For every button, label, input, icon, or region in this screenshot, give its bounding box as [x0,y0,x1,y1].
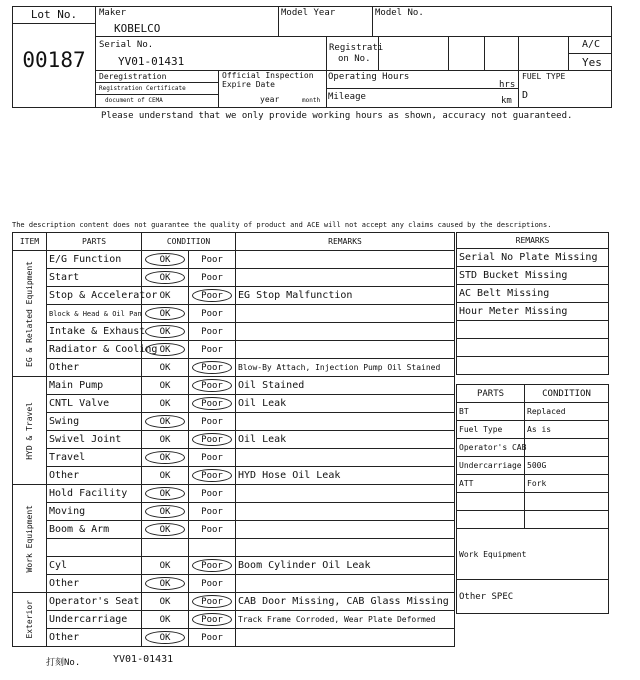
table-row [13,251,455,269]
group-label-text: Work Equipment [25,504,34,573]
poor-cell[interactable] [189,521,236,539]
poor-cell[interactable] [189,467,236,485]
fuel-type-label: FUEL TYPE [522,72,566,81]
table-row [13,341,455,359]
parts-row [457,403,609,421]
remark [236,449,455,467]
registration-no-label-2: on No. [338,54,371,64]
ok-cell[interactable] [142,377,189,395]
official-inspection-label-2: Expire Date [222,80,275,89]
ok-label: OK [159,524,171,535]
parts-row [457,511,609,529]
table-row [13,323,455,341]
parts-col-condition: CONDITION [525,385,609,403]
remark [236,503,455,521]
registration-certificate-label: Registration Certificate [99,85,186,92]
selected-circle [145,451,185,464]
remarks-row [457,339,609,357]
poor-label: Poor [201,614,223,625]
table-row [13,539,455,557]
poor-cell[interactable] [189,503,236,521]
parts-part: BT [457,403,525,421]
table-row [13,305,455,323]
operating-hours-label: Operating Hours [328,72,410,82]
remarks-item: Hour Meter Missing [457,303,609,321]
remarks-item: STD Bucket Missing [457,267,609,285]
group-label-text: EG & Related Equipment [25,260,34,367]
selected-circle [192,595,232,608]
selected-circle [192,559,232,572]
table-row [13,413,455,431]
document-of-cema-label: document of CEMA [105,97,163,104]
parts-cond: 500G [525,457,609,475]
parts-part: Fuel Type [457,421,525,439]
part-name: E/G Function [47,251,142,269]
poor-label: Poor [201,560,223,571]
parts-part: Undercarriage [457,457,525,475]
model-year-label: Model Year [281,8,336,18]
ok-label: OK [159,560,171,571]
ok-label: OK [159,254,171,265]
part-name: Stop & Accelerator [47,287,142,305]
serial-no-label: Serial No. [99,40,154,50]
selected-circle [145,505,185,518]
poor-label: Poor [201,434,223,445]
selected-circle [145,487,185,500]
table-row [13,503,455,521]
remark [236,251,455,269]
poor-label: Poor [201,398,223,409]
poor-label: Poor [201,596,223,607]
ok-label: OK [159,362,171,373]
poor-cell[interactable] [189,269,236,287]
group-label [13,593,47,647]
poor-label: Poor [201,254,223,265]
remark: Oil Leak [236,431,455,449]
other-spec-label: Other SPEC [457,580,609,614]
part-name: Cyl [47,557,142,575]
part-name: Other [47,575,142,593]
poor-label: Poor [201,362,223,373]
poor-label: Poor [201,488,223,499]
ok-cell[interactable] [142,449,189,467]
fuel-type-value: D [522,90,529,101]
official-inspection-label-1: Official Inspection [222,71,314,80]
selected-circle [145,631,185,644]
remarks-table [456,232,609,375]
parts-row [457,529,609,580]
part-name: Radiator & Cooling [47,341,142,359]
group-label-text: Exterior [25,600,34,639]
remarks-item [457,321,609,339]
remarks-row [457,249,609,267]
part-name: Swing [47,413,142,431]
ok-label: OK [159,326,171,337]
ok-label: OK [159,596,171,607]
part-name: Intake & Exhaust [47,323,142,341]
part-name: Operator's Seat [47,593,142,611]
remarks-item: Serial No Plate Missing [457,249,609,267]
parts-row [457,421,609,439]
parts-row [457,475,609,493]
ok-cell[interactable] [142,251,189,269]
ok-label: OK [159,578,171,589]
ok-cell[interactable] [142,611,189,629]
ok-label: OK [159,290,171,301]
part-name: Boom & Arm [47,521,142,539]
group-label [13,377,47,485]
col-condition: CONDITION [142,233,236,251]
month-label: month [302,97,321,104]
table-row [13,629,455,647]
ok-label: OK [159,614,171,625]
ok-cell[interactable] [142,323,189,341]
selected-circle [145,577,185,590]
selected-circle [192,289,232,302]
col-parts: PARTS [47,233,142,251]
footer-value: YV01-01431 [113,654,174,665]
col-remarks: REMARKS [236,233,455,251]
ok-cell[interactable] [142,629,189,647]
selected-circle [192,469,232,482]
ok-label: OK [159,272,171,283]
remark: HYD Hose Oil Leak [236,467,455,485]
selected-circle [192,433,232,446]
remark [236,269,455,287]
poor-label: Poor [201,506,223,517]
ok-label: OK [159,344,171,355]
ac-value: Yes [582,56,602,69]
ok-label: OK [159,470,171,481]
parts-cond [525,493,609,511]
ok-cell[interactable] [142,485,189,503]
group-label [13,485,47,593]
poor-label: Poor [201,326,223,337]
remark: EG Stop Malfunction [236,287,455,305]
table-row [13,485,455,503]
ok-cell[interactable] [142,521,189,539]
maker-label: Maker [99,8,127,18]
part-name: Swivel Joint [47,431,142,449]
footer-label: 打刻No. [46,658,81,668]
poor-cell[interactable] [189,539,236,557]
poor-cell[interactable] [189,287,236,305]
ok-cell[interactable] [142,503,189,521]
parts-row [457,439,609,457]
ok-label: OK [159,398,171,409]
selected-circle [192,397,232,410]
group-label-text: HYD & Travel [25,401,34,460]
table-row [13,377,455,395]
poor-cell[interactable] [189,557,236,575]
poor-label: Poor [201,524,223,535]
working-hours-note: Please understand that we only provide working hours as shown, accuracy not guaranteed. [101,111,573,121]
registration-no-label-1: Registrati [329,43,384,53]
ok-cell[interactable] [142,395,189,413]
ok-label: OK [159,452,171,463]
ok-cell[interactable] [142,575,189,593]
part-name: Other [47,467,142,485]
ok-cell[interactable] [142,305,189,323]
poor-label: Poor [201,272,223,283]
ok-cell[interactable] [142,341,189,359]
work-equipment-label: Work Equipment [457,529,609,580]
ok-label: OK [159,416,171,427]
maker-value: KOBELCO [114,22,161,35]
inspection-table [12,232,455,647]
parts-row [457,457,609,475]
selected-circle [192,361,232,374]
selected-circle [145,415,185,428]
selected-circle [192,613,232,626]
remarks-row [457,303,609,321]
parts-row [457,580,609,614]
remark [236,485,455,503]
lot-no-value: 00187 [22,48,86,72]
selected-circle [145,325,185,338]
parts-cond: Replaced [525,403,609,421]
part-name: Hold Facility [47,485,142,503]
remark: Blow-By Attach, Injection Pump Oil Stained [236,359,455,377]
ok-cell[interactable] [142,431,189,449]
model-no-label: Model No. [375,8,424,18]
part-name: Moving [47,503,142,521]
remarks-item [457,357,609,375]
table-row [13,575,455,593]
remark [236,521,455,539]
part-name: Start [47,269,142,287]
remark: Oil Leak [236,395,455,413]
remarks-title: REMARKS [457,233,609,249]
table-row [13,287,455,305]
table-row [13,521,455,539]
ok-cell[interactable] [142,269,189,287]
ok-label: OK [159,632,171,643]
deregistration-label: Deregistration [99,72,167,81]
parts-cond: Fork [525,475,609,493]
remarks-item: AC Belt Missing [457,285,609,303]
remark: Boom Cylinder Oil Leak [236,557,455,575]
poor-label: Poor [201,380,223,391]
part-name [47,539,142,557]
poor-cell[interactable] [189,305,236,323]
table-row [13,269,455,287]
poor-label: Poor [201,416,223,427]
selected-circle [145,271,185,284]
remarks-row [457,285,609,303]
part-name: Travel [47,449,142,467]
part-name: Main Pump [47,377,142,395]
remarks-row [457,357,609,375]
table-row [13,557,455,575]
ok-cell[interactable] [142,359,189,377]
poor-cell[interactable] [189,413,236,431]
parts-part: ATT [457,475,525,493]
remarks-item [457,339,609,357]
selected-circle [145,343,185,356]
ok-cell[interactable] [142,539,189,557]
parts-part [457,511,525,529]
poor-cell[interactable] [189,323,236,341]
hrs-unit: hrs [499,80,516,90]
poor-cell[interactable] [189,611,236,629]
poor-cell[interactable] [189,431,236,449]
parts-cond: As is [525,421,609,439]
ok-label: OK [159,506,171,517]
selected-circle [145,307,185,320]
disclaimer: The description content does not guarantee the quality of product and ACE will not accept any claims caused by the descriptions. [12,221,552,229]
remark [236,629,455,647]
parts-cond [525,439,609,457]
table-row [13,431,455,449]
poor-cell[interactable] [189,485,236,503]
ok-cell[interactable] [142,413,189,431]
part-name: Other [47,629,142,647]
poor-label: Poor [201,452,223,463]
parts-row [457,493,609,511]
poor-cell[interactable] [189,593,236,611]
poor-cell[interactable] [189,341,236,359]
remark: Oil Stained [236,377,455,395]
parts-table [456,384,609,614]
table-row [13,611,455,629]
ok-cell[interactable] [142,557,189,575]
col-item: ITEM [13,233,47,251]
lot-no-label: Lot No. [30,8,78,21]
part-name: Block & Head & Oil Pan [47,305,142,323]
serial-no-value: YV01-01431 [118,55,185,68]
table-row [13,449,455,467]
poor-cell[interactable] [189,575,236,593]
part-name: Other [47,359,142,377]
mileage-label: Mileage [328,92,366,102]
group-label [13,251,47,377]
ok-label: OK [159,308,171,319]
poor-label: Poor [201,290,223,301]
remark [236,575,455,593]
ok-cell[interactable] [142,287,189,305]
ok-label: OK [159,488,171,499]
remark [236,323,455,341]
part-name: Undercarriage [47,611,142,629]
ac-label: A/C [582,39,601,50]
ok-label: OK [159,380,171,391]
parts-col-parts: PARTS [457,385,525,403]
ok-cell[interactable] [142,593,189,611]
poor-label: Poor [201,632,223,643]
ok-cell[interactable] [142,467,189,485]
remarks-row [457,267,609,285]
poor-cell[interactable] [189,629,236,647]
poor-cell[interactable] [189,251,236,269]
poor-cell[interactable] [189,377,236,395]
remark [236,305,455,323]
selected-circle [192,379,232,392]
table-row [13,593,455,611]
ok-label: OK [159,434,171,445]
remarks-row [457,321,609,339]
parts-part: Operator's CAB [457,439,525,457]
parts-part [457,493,525,511]
poor-label: Poor [201,308,223,319]
remark: CAB Door Missing, CAB Glass Missing [236,593,455,611]
km-unit: km [501,96,512,106]
poor-cell[interactable] [189,359,236,377]
remark: Track Frame Corroded, Wear Plate Deformed [236,611,455,629]
table-row [13,467,455,485]
table-row [13,395,455,413]
parts-cond [525,511,609,529]
poor-label: Poor [201,578,223,589]
remark [236,341,455,359]
remark [236,413,455,431]
part-name: CNTL Valve [47,395,142,413]
table-row [13,359,455,377]
year-label: year [260,95,280,104]
remark [236,539,455,557]
selected-circle [145,253,185,266]
poor-label: Poor [201,470,223,481]
selected-circle [145,523,185,536]
poor-label: Poor [201,344,223,355]
poor-cell[interactable] [189,395,236,413]
poor-cell[interactable] [189,449,236,467]
